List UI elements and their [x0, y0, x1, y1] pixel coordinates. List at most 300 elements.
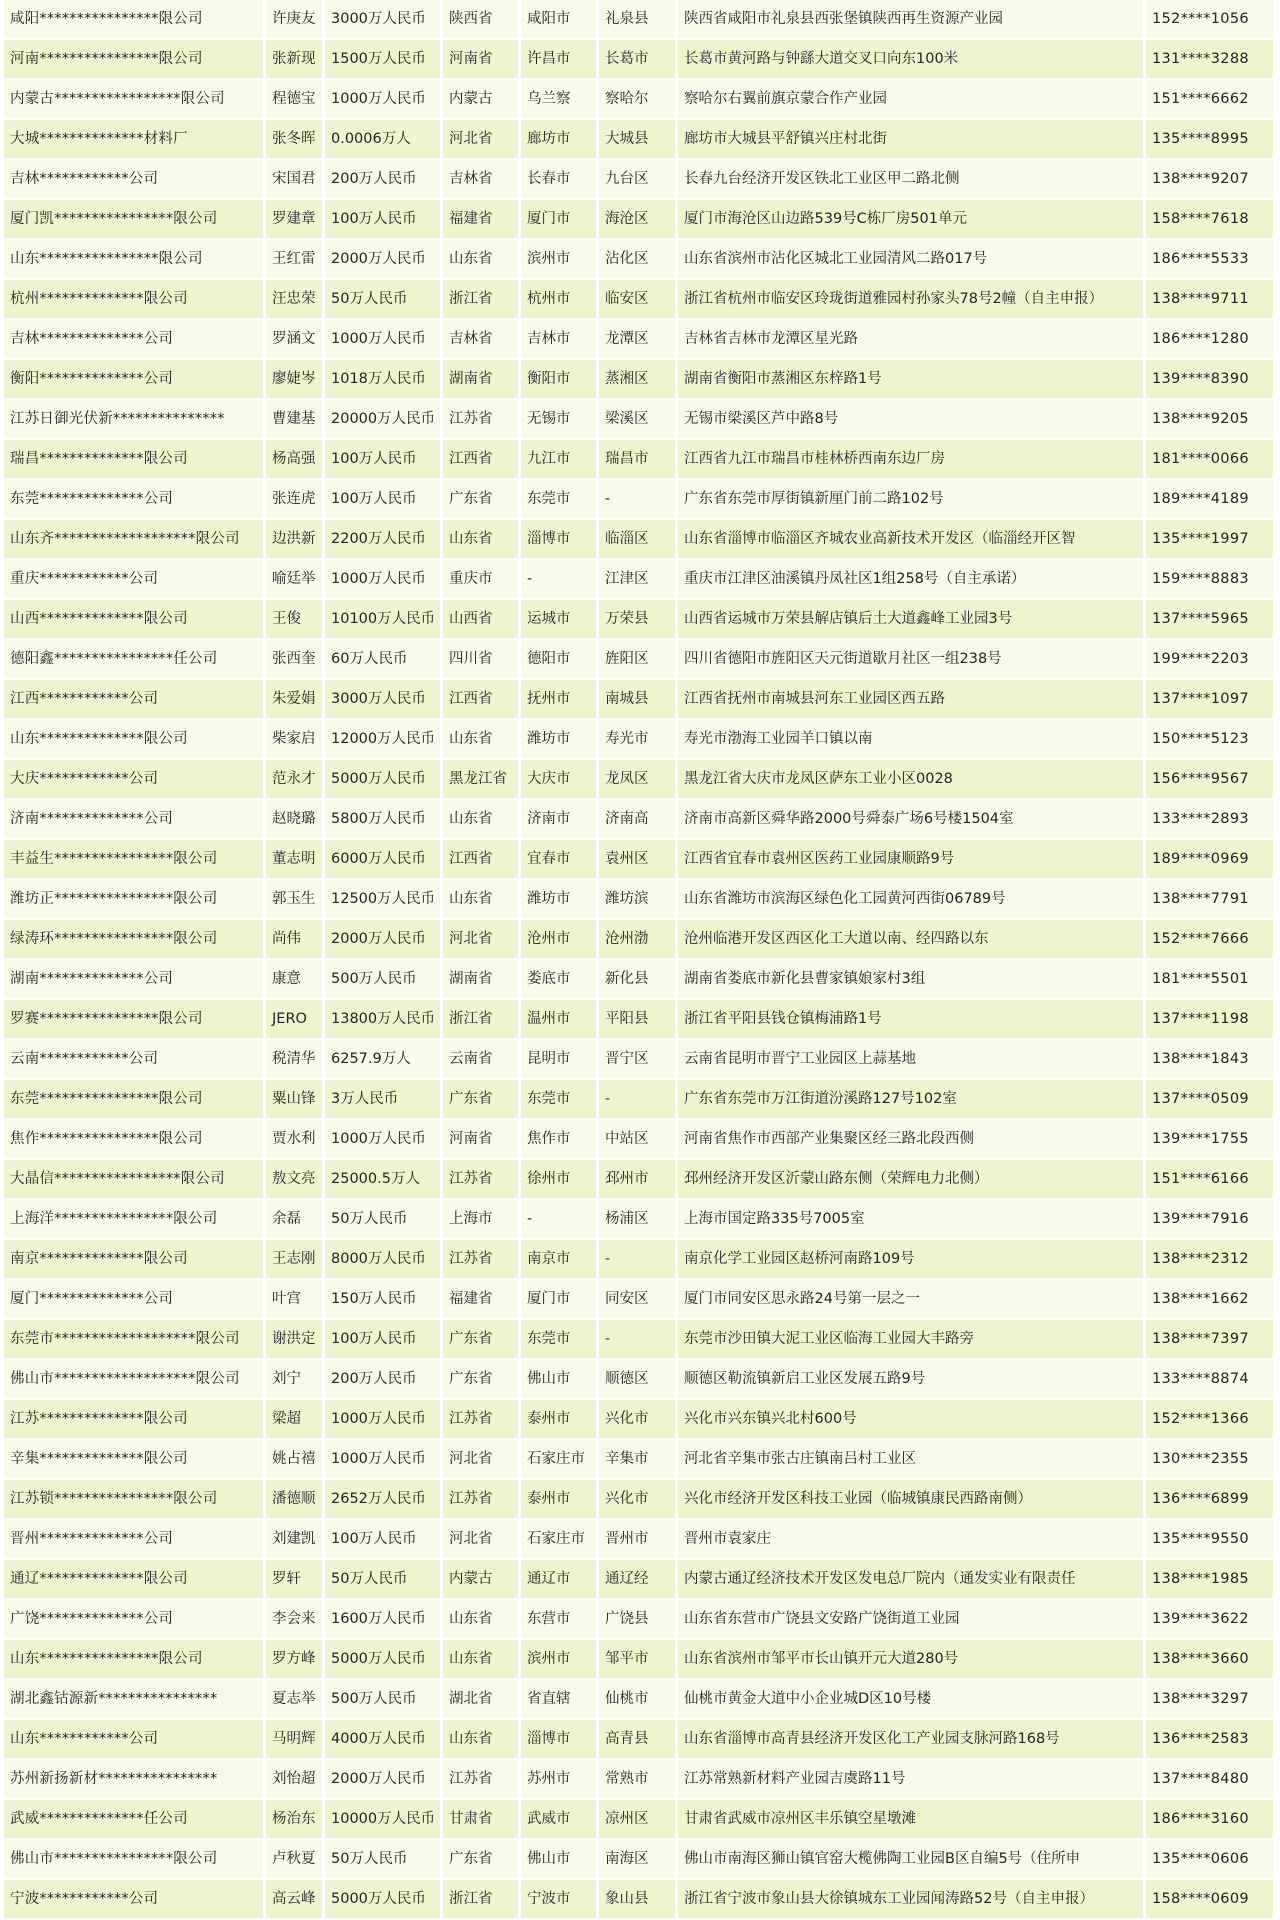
- registered-capital-cell: 13800万人民币: [325, 1000, 443, 1040]
- registered-capital-cell: 1000万人民币: [325, 1120, 443, 1160]
- registered-capital-cell: 5000万人民币: [325, 1640, 443, 1680]
- province-cell: 山东省: [443, 520, 521, 560]
- address-cell: 吉林省吉林市龙潭区星光路: [678, 320, 1146, 360]
- registered-capital-cell: 1018万人民币: [325, 360, 443, 400]
- phone-cell: 138****7397: [1146, 1320, 1276, 1360]
- phone-cell: 138****9205: [1146, 400, 1276, 440]
- province-cell: 河北省: [443, 920, 521, 960]
- registered-capital-cell: 8000万人民币: [325, 1240, 443, 1280]
- registered-capital-cell: 3000万人民币: [325, 0, 443, 40]
- phone-cell: 138****9207: [1146, 160, 1276, 200]
- phone-cell: 199****2203: [1146, 640, 1276, 680]
- address-cell: 山东省淄博市临淄区齐城农业高新技术开发区（临淄经开区智: [678, 520, 1146, 560]
- registered-capital-cell: 3万人民币: [325, 1080, 443, 1120]
- phone-cell: 135****8995: [1146, 120, 1276, 160]
- phone-cell: 133****2893: [1146, 800, 1276, 840]
- district-cell: 梁溪区: [599, 400, 678, 440]
- legal-person-cell: 杨高强: [266, 440, 325, 480]
- table-row: [4, 1480, 1276, 1520]
- province-cell: 四川省: [443, 640, 521, 680]
- company-name-cell: 东莞****************限公司: [4, 1080, 266, 1120]
- table-body: [4, 0, 1276, 1920]
- legal-person-cell: 姚占禧: [266, 1440, 325, 1480]
- city-cell: 东营市: [521, 1600, 599, 1640]
- company-name-cell: 辛集**************限公司: [4, 1440, 266, 1480]
- table-row: [4, 1000, 1276, 1040]
- city-cell: 济南市: [521, 800, 599, 840]
- company-name-cell: 济南**************公司: [4, 800, 266, 840]
- province-cell: 山东省: [443, 1720, 521, 1760]
- table-row: [4, 320, 1276, 360]
- district-cell: -: [599, 1320, 678, 1360]
- province-cell: 河南省: [443, 40, 521, 80]
- table-row: [4, 1560, 1276, 1600]
- district-cell: 邹平市: [599, 1640, 678, 1680]
- registered-capital-cell: 2000万人民币: [325, 240, 443, 280]
- district-cell: 兴化市: [599, 1400, 678, 1440]
- district-cell: 通辽经: [599, 1560, 678, 1600]
- district-cell: 寿光市: [599, 720, 678, 760]
- company-name-cell: 杭州**************限公司: [4, 280, 266, 320]
- registered-capital-cell: 5000万人民币: [325, 760, 443, 800]
- registered-capital-cell: 1000万人民币: [325, 320, 443, 360]
- district-cell: 沧州渤: [599, 920, 678, 960]
- registered-capital-cell: 25000.5万人: [325, 1160, 443, 1200]
- province-cell: 河北省: [443, 1520, 521, 1560]
- city-cell: 石家庄市: [521, 1440, 599, 1480]
- city-cell: 厦门市: [521, 1280, 599, 1320]
- address-cell: 广东省东莞市厚街镇新厘门前二路102号: [678, 480, 1146, 520]
- province-cell: 山东省: [443, 240, 521, 280]
- district-cell: 长葛市: [599, 40, 678, 80]
- address-cell: 仙桃市黄金大道中小企业城D区10号楼: [678, 1680, 1146, 1720]
- phone-cell: 138****9711: [1146, 280, 1276, 320]
- company-name-cell: 上海洋****************限公司: [4, 1200, 266, 1240]
- city-cell: 东莞市: [521, 480, 599, 520]
- province-cell: 山东省: [443, 1640, 521, 1680]
- district-cell: 晋宁区: [599, 1040, 678, 1080]
- city-cell: 无锡市: [521, 400, 599, 440]
- legal-person-cell: 廖婕岑: [266, 360, 325, 400]
- address-cell: 廊坊市大城县平舒镇兴庄村北街: [678, 120, 1146, 160]
- address-cell: 厦门市海沧区山边路539号C栋厂房501单元: [678, 200, 1146, 240]
- district-cell: 常熟市: [599, 1760, 678, 1800]
- city-cell: 咸阳市: [521, 0, 599, 40]
- address-cell: 佛山市南海区狮山镇官窑大榄佛陶工业园B区自编5号（住所申: [678, 1840, 1146, 1880]
- registered-capital-cell: 1000万人民币: [325, 1440, 443, 1480]
- city-cell: 东莞市: [521, 1320, 599, 1360]
- address-cell: 江苏常熟新材料产业园吉虞路11号: [678, 1760, 1146, 1800]
- city-cell: 温州市: [521, 1000, 599, 1040]
- company-name-cell: 厦门凯****************限公司: [4, 200, 266, 240]
- city-cell: 南京市: [521, 1240, 599, 1280]
- address-cell: 湖南省娄底市新化县曹家镇娘家村3组: [678, 960, 1146, 1000]
- address-cell: 厦门市同安区思永路24号第一层之一: [678, 1280, 1146, 1320]
- province-cell: 广东省: [443, 1320, 521, 1360]
- registered-capital-cell: 100万人民币: [325, 1320, 443, 1360]
- address-cell: 陕西省咸阳市礼泉县西张堡镇陕西再生资源产业园: [678, 0, 1146, 40]
- registered-capital-cell: 1000万人民币: [325, 1400, 443, 1440]
- province-cell: 广东省: [443, 480, 521, 520]
- district-cell: 杨浦区: [599, 1200, 678, 1240]
- legal-person-cell: 范永才: [266, 760, 325, 800]
- province-cell: 浙江省: [443, 1000, 521, 1040]
- province-cell: 山西省: [443, 600, 521, 640]
- table-row: [4, 680, 1276, 720]
- phone-cell: 181****5501: [1146, 960, 1276, 1000]
- address-cell: 山东省滨州市邹平市长山镇开元大道280号: [678, 1640, 1146, 1680]
- table-row: [4, 640, 1276, 680]
- city-cell: 宜春市: [521, 840, 599, 880]
- table-row: [4, 1680, 1276, 1720]
- province-cell: 河北省: [443, 1440, 521, 1480]
- city-cell: 省直辖: [521, 1680, 599, 1720]
- district-cell: 济南高: [599, 800, 678, 840]
- table-row: [4, 160, 1276, 200]
- company-name-cell: 河南****************限公司: [4, 40, 266, 80]
- company-name-cell: 咸阳****************限公司: [4, 0, 266, 40]
- province-cell: 广东省: [443, 1840, 521, 1880]
- city-cell: 苏州市: [521, 1760, 599, 1800]
- company-name-cell: 瑞昌**************限公司: [4, 440, 266, 480]
- address-cell: 江西省抚州市南城县河东工业园区西五路: [678, 680, 1146, 720]
- district-cell: 辛集市: [599, 1440, 678, 1480]
- table-row: [4, 360, 1276, 400]
- address-cell: 山东省潍坊市滨海区绿色化工园黄河西街06789号: [678, 880, 1146, 920]
- table-row: [4, 440, 1276, 480]
- province-cell: 河南省: [443, 1120, 521, 1160]
- table-row: [4, 1600, 1276, 1640]
- city-cell: 昆明市: [521, 1040, 599, 1080]
- legal-person-cell: 卢秋夏: [266, 1840, 325, 1880]
- province-cell: 江苏省: [443, 1240, 521, 1280]
- district-cell: 沾化区: [599, 240, 678, 280]
- district-cell: 察哈尔: [599, 80, 678, 120]
- company-name-cell: 江苏**************限公司: [4, 1400, 266, 1440]
- district-cell: 旌阳区: [599, 640, 678, 680]
- district-cell: 蒸湘区: [599, 360, 678, 400]
- city-cell: 潍坊市: [521, 720, 599, 760]
- district-cell: 潍坊滨: [599, 880, 678, 920]
- company-name-cell: 苏州新扬新材****************: [4, 1760, 266, 1800]
- province-cell: 内蒙古: [443, 80, 521, 120]
- city-cell: 佛山市: [521, 1840, 599, 1880]
- phone-cell: 131****3288: [1146, 40, 1276, 80]
- district-cell: 晋州市: [599, 1520, 678, 1560]
- phone-cell: 159****8883: [1146, 560, 1276, 600]
- table-row: [4, 1800, 1276, 1840]
- company-name-cell: 山东****************限公司: [4, 240, 266, 280]
- table-row: [4, 920, 1276, 960]
- legal-person-cell: 刘宁: [266, 1360, 325, 1400]
- phone-cell: 186****5533: [1146, 240, 1276, 280]
- legal-person-cell: 喻廷举: [266, 560, 325, 600]
- table-row: [4, 960, 1276, 1000]
- company-name-cell: 东莞市*******************限公司: [4, 1320, 266, 1360]
- registered-capital-cell: 6257.9万人: [325, 1040, 443, 1080]
- legal-person-cell: 谢洪定: [266, 1320, 325, 1360]
- company-name-cell: 湖北鑫钴源新****************: [4, 1680, 266, 1720]
- table-row: [4, 240, 1276, 280]
- district-cell: 大城县: [599, 120, 678, 160]
- address-cell: 内蒙古通辽经济技术开发区发电总厂院内（通发实业有限责任: [678, 1560, 1146, 1600]
- province-cell: 江苏省: [443, 1400, 521, 1440]
- address-cell: 四川省德阳市旌阳区天元街道歇月社区一组238号: [678, 640, 1146, 680]
- legal-person-cell: 罗方峰: [266, 1640, 325, 1680]
- province-cell: 重庆市: [443, 560, 521, 600]
- table-row: [4, 200, 1276, 240]
- legal-person-cell: 税清华: [266, 1040, 325, 1080]
- company-name-cell: 山东****************限公司: [4, 1640, 266, 1680]
- legal-person-cell: 柴家启: [266, 720, 325, 760]
- province-cell: 内蒙古: [443, 1560, 521, 1600]
- province-cell: 湖南省: [443, 960, 521, 1000]
- registered-capital-cell: 3000万人民币: [325, 680, 443, 720]
- address-cell: 甘肃省武威市凉州区丰乐镇空星墩滩: [678, 1800, 1146, 1840]
- company-name-cell: 晋州**************公司: [4, 1520, 266, 1560]
- address-cell: 浙江省平阳县钱仓镇梅浦路1号: [678, 1000, 1146, 1040]
- table-row: [4, 1440, 1276, 1480]
- province-cell: 山东省: [443, 880, 521, 920]
- registered-capital-cell: 100万人民币: [325, 440, 443, 480]
- registered-capital-cell: 100万人民币: [325, 480, 443, 520]
- table-row: [4, 1160, 1276, 1200]
- province-cell: 江苏省: [443, 400, 521, 440]
- registered-capital-cell: 2652万人民币: [325, 1480, 443, 1520]
- phone-cell: 137****1198: [1146, 1000, 1276, 1040]
- address-cell: 山东省淄博市高青县经济开发区化工产业园支脉河路168号: [678, 1720, 1146, 1760]
- province-cell: 湖北省: [443, 1680, 521, 1720]
- legal-person-cell: 罗建章: [266, 200, 325, 240]
- legal-person-cell: 粟山锋: [266, 1080, 325, 1120]
- company-name-cell: 德阳鑫****************任公司: [4, 640, 266, 680]
- address-cell: 黑龙江省大庆市龙凤区萨东工业小区0028: [678, 760, 1146, 800]
- legal-person-cell: 高云峰: [266, 1880, 325, 1920]
- registered-capital-cell: 0.0006万人: [325, 120, 443, 160]
- city-cell: 沧州市: [521, 920, 599, 960]
- address-cell: 晋州市袁家庄: [678, 1520, 1146, 1560]
- legal-person-cell: 敖文亮: [266, 1160, 325, 1200]
- table-row: [4, 560, 1276, 600]
- phone-cell: 158****7618: [1146, 200, 1276, 240]
- district-cell: 万荣县: [599, 600, 678, 640]
- city-cell: 抚州市: [521, 680, 599, 720]
- legal-person-cell: 张连虎: [266, 480, 325, 520]
- table-row: [4, 600, 1276, 640]
- table-row: [4, 760, 1276, 800]
- district-cell: -: [599, 480, 678, 520]
- district-cell: 高青县: [599, 1720, 678, 1760]
- district-cell: 南城县: [599, 680, 678, 720]
- legal-person-cell: 张新现: [266, 40, 325, 80]
- registered-capital-cell: 150万人民币: [325, 1280, 443, 1320]
- table-row: [4, 120, 1276, 160]
- phone-cell: 136****6899: [1146, 1480, 1276, 1520]
- city-cell: 武威市: [521, 1800, 599, 1840]
- company-name-cell: 罗赛****************限公司: [4, 1000, 266, 1040]
- registered-capital-cell: 2200万人民币: [325, 520, 443, 560]
- table-row: [4, 1640, 1276, 1680]
- legal-person-cell: 张冬晖: [266, 120, 325, 160]
- address-cell: 无锡市梁溪区芦中路8号: [678, 400, 1146, 440]
- phone-cell: 138****1843: [1146, 1040, 1276, 1080]
- district-cell: 顺德区: [599, 1360, 678, 1400]
- company-table: [4, 0, 1276, 1920]
- legal-person-cell: 王红雷: [266, 240, 325, 280]
- company-name-cell: 武威**************任公司: [4, 1800, 266, 1840]
- company-name-cell: 湖南**************公司: [4, 960, 266, 1000]
- legal-person-cell: 许庚友: [266, 0, 325, 40]
- company-name-cell: 吉林**************公司: [4, 320, 266, 360]
- address-cell: 南京化学工业园区赵桥河南路109号: [678, 1240, 1146, 1280]
- address-cell: 河南省焦作市西部产业集聚区经三路北段西侧: [678, 1120, 1146, 1160]
- city-cell: 滨州市: [521, 1640, 599, 1680]
- phone-cell: 139****1755: [1146, 1120, 1276, 1160]
- table-row: [4, 1200, 1276, 1240]
- phone-cell: 158****0609: [1146, 1880, 1276, 1920]
- legal-person-cell: 赵晓璐: [266, 800, 325, 840]
- company-name-cell: 吉林************公司: [4, 160, 266, 200]
- phone-cell: 186****1280: [1146, 320, 1276, 360]
- district-cell: 同安区: [599, 1280, 678, 1320]
- table-row: [4, 840, 1276, 880]
- address-cell: 邳州经济开发区沂蒙山路东侧（荣辉电力北侧）: [678, 1160, 1146, 1200]
- city-cell: 娄底市: [521, 960, 599, 1000]
- city-cell: 长春市: [521, 160, 599, 200]
- legal-person-cell: 郭玉生: [266, 880, 325, 920]
- registered-capital-cell: 6000万人民币: [325, 840, 443, 880]
- district-cell: 平阳县: [599, 1000, 678, 1040]
- address-cell: 东莞市沙田镇大泥工业区临海工业园大丰路旁: [678, 1320, 1146, 1360]
- phone-cell: 130****2355: [1146, 1440, 1276, 1480]
- company-name-cell: 绿涛环****************限公司: [4, 920, 266, 960]
- phone-cell: 139****3622: [1146, 1600, 1276, 1640]
- company-name-cell: 江苏日御光伏新***************: [4, 400, 266, 440]
- phone-cell: 137****5965: [1146, 600, 1276, 640]
- company-name-cell: 衡阳**************公司: [4, 360, 266, 400]
- legal-person-cell: 朱爱娟: [266, 680, 325, 720]
- company-name-cell: 焦作****************限公司: [4, 1120, 266, 1160]
- province-cell: 云南省: [443, 1040, 521, 1080]
- table-row: [4, 1880, 1276, 1920]
- company-name-cell: 江西************公司: [4, 680, 266, 720]
- district-cell: 兴化市: [599, 1480, 678, 1520]
- table-row: [4, 1240, 1276, 1280]
- address-cell: 济南市高新区舜华路2000号舜泰广场6号楼1504室: [678, 800, 1146, 840]
- address-cell: 江西省九江市瑞昌市桂林桥西南东边厂房: [678, 440, 1146, 480]
- phone-cell: 138****3660: [1146, 1640, 1276, 1680]
- city-cell: 杭州市: [521, 280, 599, 320]
- city-cell: 焦作市: [521, 1120, 599, 1160]
- province-cell: 广东省: [443, 1080, 521, 1120]
- registered-capital-cell: 50万人民币: [325, 1200, 443, 1240]
- phone-cell: 152****1366: [1146, 1400, 1276, 1440]
- province-cell: 江苏省: [443, 1480, 521, 1520]
- table-row: [4, 880, 1276, 920]
- phone-cell: 139****8390: [1146, 360, 1276, 400]
- legal-person-cell: 康意: [266, 960, 325, 1000]
- legal-person-cell: 王志刚: [266, 1240, 325, 1280]
- company-name-cell: 佛山市*******************限公司: [4, 1360, 266, 1400]
- phone-cell: 139****7916: [1146, 1200, 1276, 1240]
- table-row: [4, 1400, 1276, 1440]
- company-name-cell: 佛山市****************限公司: [4, 1840, 266, 1880]
- city-cell: 通辽市: [521, 1560, 599, 1600]
- phone-cell: 152****1056: [1146, 0, 1276, 40]
- legal-person-cell: 张西奎: [266, 640, 325, 680]
- legal-person-cell: 刘建凯: [266, 1520, 325, 1560]
- company-name-cell: 大城**************材料厂: [4, 120, 266, 160]
- registered-capital-cell: 12500万人民币: [325, 880, 443, 920]
- registered-capital-cell: 50万人民币: [325, 1560, 443, 1600]
- phone-cell: 181****0066: [1146, 440, 1276, 480]
- legal-person-cell: 潘德顺: [266, 1480, 325, 1520]
- province-cell: 吉林省: [443, 320, 521, 360]
- registered-capital-cell: 1600万人民币: [325, 1600, 443, 1640]
- district-cell: 仙桃市: [599, 1680, 678, 1720]
- province-cell: 吉林省: [443, 160, 521, 200]
- province-cell: 上海市: [443, 1200, 521, 1240]
- city-cell: 大庆市: [521, 760, 599, 800]
- legal-person-cell: 汪忠荣: [266, 280, 325, 320]
- city-cell: -: [521, 1200, 599, 1240]
- table-row: [4, 800, 1276, 840]
- company-name-cell: 厦门**************公司: [4, 1280, 266, 1320]
- company-name-cell: 潍坊正****************限公司: [4, 880, 266, 920]
- registered-capital-cell: 50万人民币: [325, 280, 443, 320]
- district-cell: -: [599, 1080, 678, 1120]
- district-cell: 象山县: [599, 1880, 678, 1920]
- district-cell: 邳州市: [599, 1160, 678, 1200]
- company-name-cell: 重庆************公司: [4, 560, 266, 600]
- legal-person-cell: 董志明: [266, 840, 325, 880]
- phone-cell: 137****1097: [1146, 680, 1276, 720]
- company-name-cell: 山东齐*******************限公司: [4, 520, 266, 560]
- province-cell: 山东省: [443, 800, 521, 840]
- city-cell: 衡阳市: [521, 360, 599, 400]
- province-cell: 福建省: [443, 200, 521, 240]
- legal-person-cell: 叶宫: [266, 1280, 325, 1320]
- district-cell: 海沧区: [599, 200, 678, 240]
- legal-person-cell: 王俊: [266, 600, 325, 640]
- city-cell: 石家庄市: [521, 1520, 599, 1560]
- address-cell: 浙江省宁波市象山县大徐镇城东工业园闻涛路52号（自主申报）: [678, 1880, 1146, 1920]
- legal-person-cell: 尚伟: [266, 920, 325, 960]
- province-cell: 河北省: [443, 120, 521, 160]
- table-row: [4, 0, 1276, 40]
- company-name-cell: 丰益生****************限公司: [4, 840, 266, 880]
- table-row: [4, 80, 1276, 120]
- district-cell: 礼泉县: [599, 0, 678, 40]
- table-row: [4, 720, 1276, 760]
- city-cell: 东莞市: [521, 1080, 599, 1120]
- phone-cell: 186****3160: [1146, 1800, 1276, 1840]
- district-cell: 袁州区: [599, 840, 678, 880]
- province-cell: 甘肃省: [443, 1800, 521, 1840]
- address-cell: 河北省辛集市张古庄镇南吕村工业区: [678, 1440, 1146, 1480]
- city-cell: -: [521, 560, 599, 600]
- city-cell: 淄博市: [521, 520, 599, 560]
- registered-capital-cell: 2000万人民币: [325, 920, 443, 960]
- address-cell: 山东省东营市广饶县文安路广饶街道工业园: [678, 1600, 1146, 1640]
- legal-person-cell: 曹建基: [266, 400, 325, 440]
- address-cell: 顺德区勒流镇新启工业区发展五路9号: [678, 1360, 1146, 1400]
- registered-capital-cell: 100万人民币: [325, 200, 443, 240]
- legal-person-cell: JERO: [266, 1000, 325, 1040]
- company-name-cell: 山东************公司: [4, 1720, 266, 1760]
- city-cell: 泰州市: [521, 1480, 599, 1520]
- table-row: [4, 1120, 1276, 1160]
